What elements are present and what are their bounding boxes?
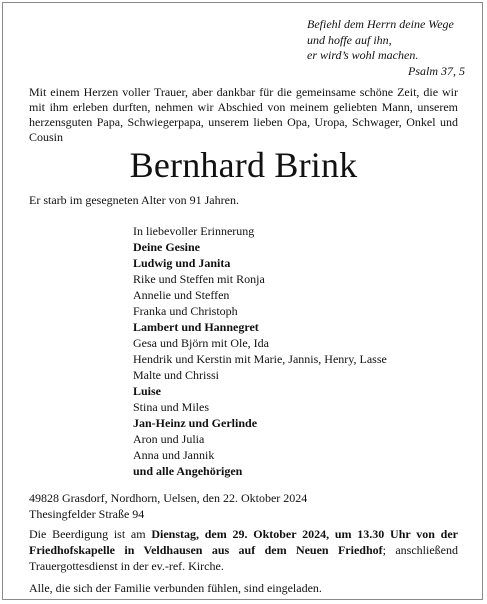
obituary-content — [29, 3, 465, 599]
mourner-entry: Hendrik und Kerstin mit Marie, Jannis, Henry, Lasse — [133, 352, 387, 366]
verse-reference: Psalm 37, 5 — [408, 63, 465, 78]
verse-line: Befiehl dem Herrn deine Wege — [307, 17, 454, 31]
invitation-note: Alle, die sich der Familie verbunden fühlen, sind eingeladen. — [29, 581, 322, 595]
death-note: Er starb im gesegneten Alter von 91 Jahren. — [29, 193, 239, 207]
mourner-entry: Franka und Christoph — [133, 304, 238, 318]
mourner-entry: Anna und Jannik — [133, 448, 215, 462]
place-date: 49828 Grasdorf, Nordhorn, Uelsen, den 22. Oktober 2024 — [29, 491, 308, 505]
funeral-intro: Die Beerdigung ist am — [29, 527, 152, 541]
mourner-entry: Ludwig und Janita — [133, 256, 231, 270]
verse-line: und hoffe auf ihn, — [307, 32, 392, 47]
bible-verse — [307, 17, 465, 79]
mourner-entry: Gesa und Björn mit Ole, Ida — [133, 336, 269, 350]
funeral-outro: ; anschließend Trauergottesdienst in der ev.-ref. Kirche. — [29, 543, 458, 573]
funeral-notice — [29, 526, 458, 574]
place-and-address — [29, 490, 307, 522]
funeral-details: Dienstag, dem 29. Oktober 2024, um 13.30 Uhr von der Friedhofskapelle in Veldhausen aus auf dem Neuen Friedhof — [29, 527, 458, 557]
deceased-name: Bernhard Brink — [129, 145, 358, 185]
mourner-entry: Rike und Steffen mit Ronja — [133, 272, 265, 286]
obituary-frame — [2, 2, 483, 600]
mourner-entry: Lambert und Hannegret — [133, 320, 259, 334]
verse-line: er wird’s wohl machen. — [307, 48, 419, 62]
mourner-entry: Stina und Miles — [133, 400, 210, 414]
mourner-entry: Malte und Chrissi — [133, 368, 219, 382]
mourner-entry: Luise — [133, 384, 162, 398]
mourner-entry: Aron und Julia — [133, 432, 205, 446]
mourners-list — [133, 223, 387, 479]
street-address: Thesingfelder Straße 94 — [29, 507, 145, 521]
mourner-entry: In liebevoller Erinnerung — [133, 224, 255, 238]
mourner-entry: Deine Gesine — [133, 240, 200, 254]
mourner-entry: Annelie und Steffen — [133, 288, 230, 302]
intro-paragraph: Mit einem Herzen voller Trauer, aber dankbar für die gemeinsame schöne Zeit, die wir mit ihm erleben durften, nehmen wir Abschied von meinem geliebten Mann, unserem herzensguten Papa, Schwiegerpapa, unserem lieben Opa, Uropa, Schwager, Onkel und Cousin — [29, 85, 458, 144]
mourner-entry: Jan-Heinz und Gerlinde — [133, 416, 258, 430]
mourner-entry: und alle Angehörigen — [133, 464, 243, 478]
